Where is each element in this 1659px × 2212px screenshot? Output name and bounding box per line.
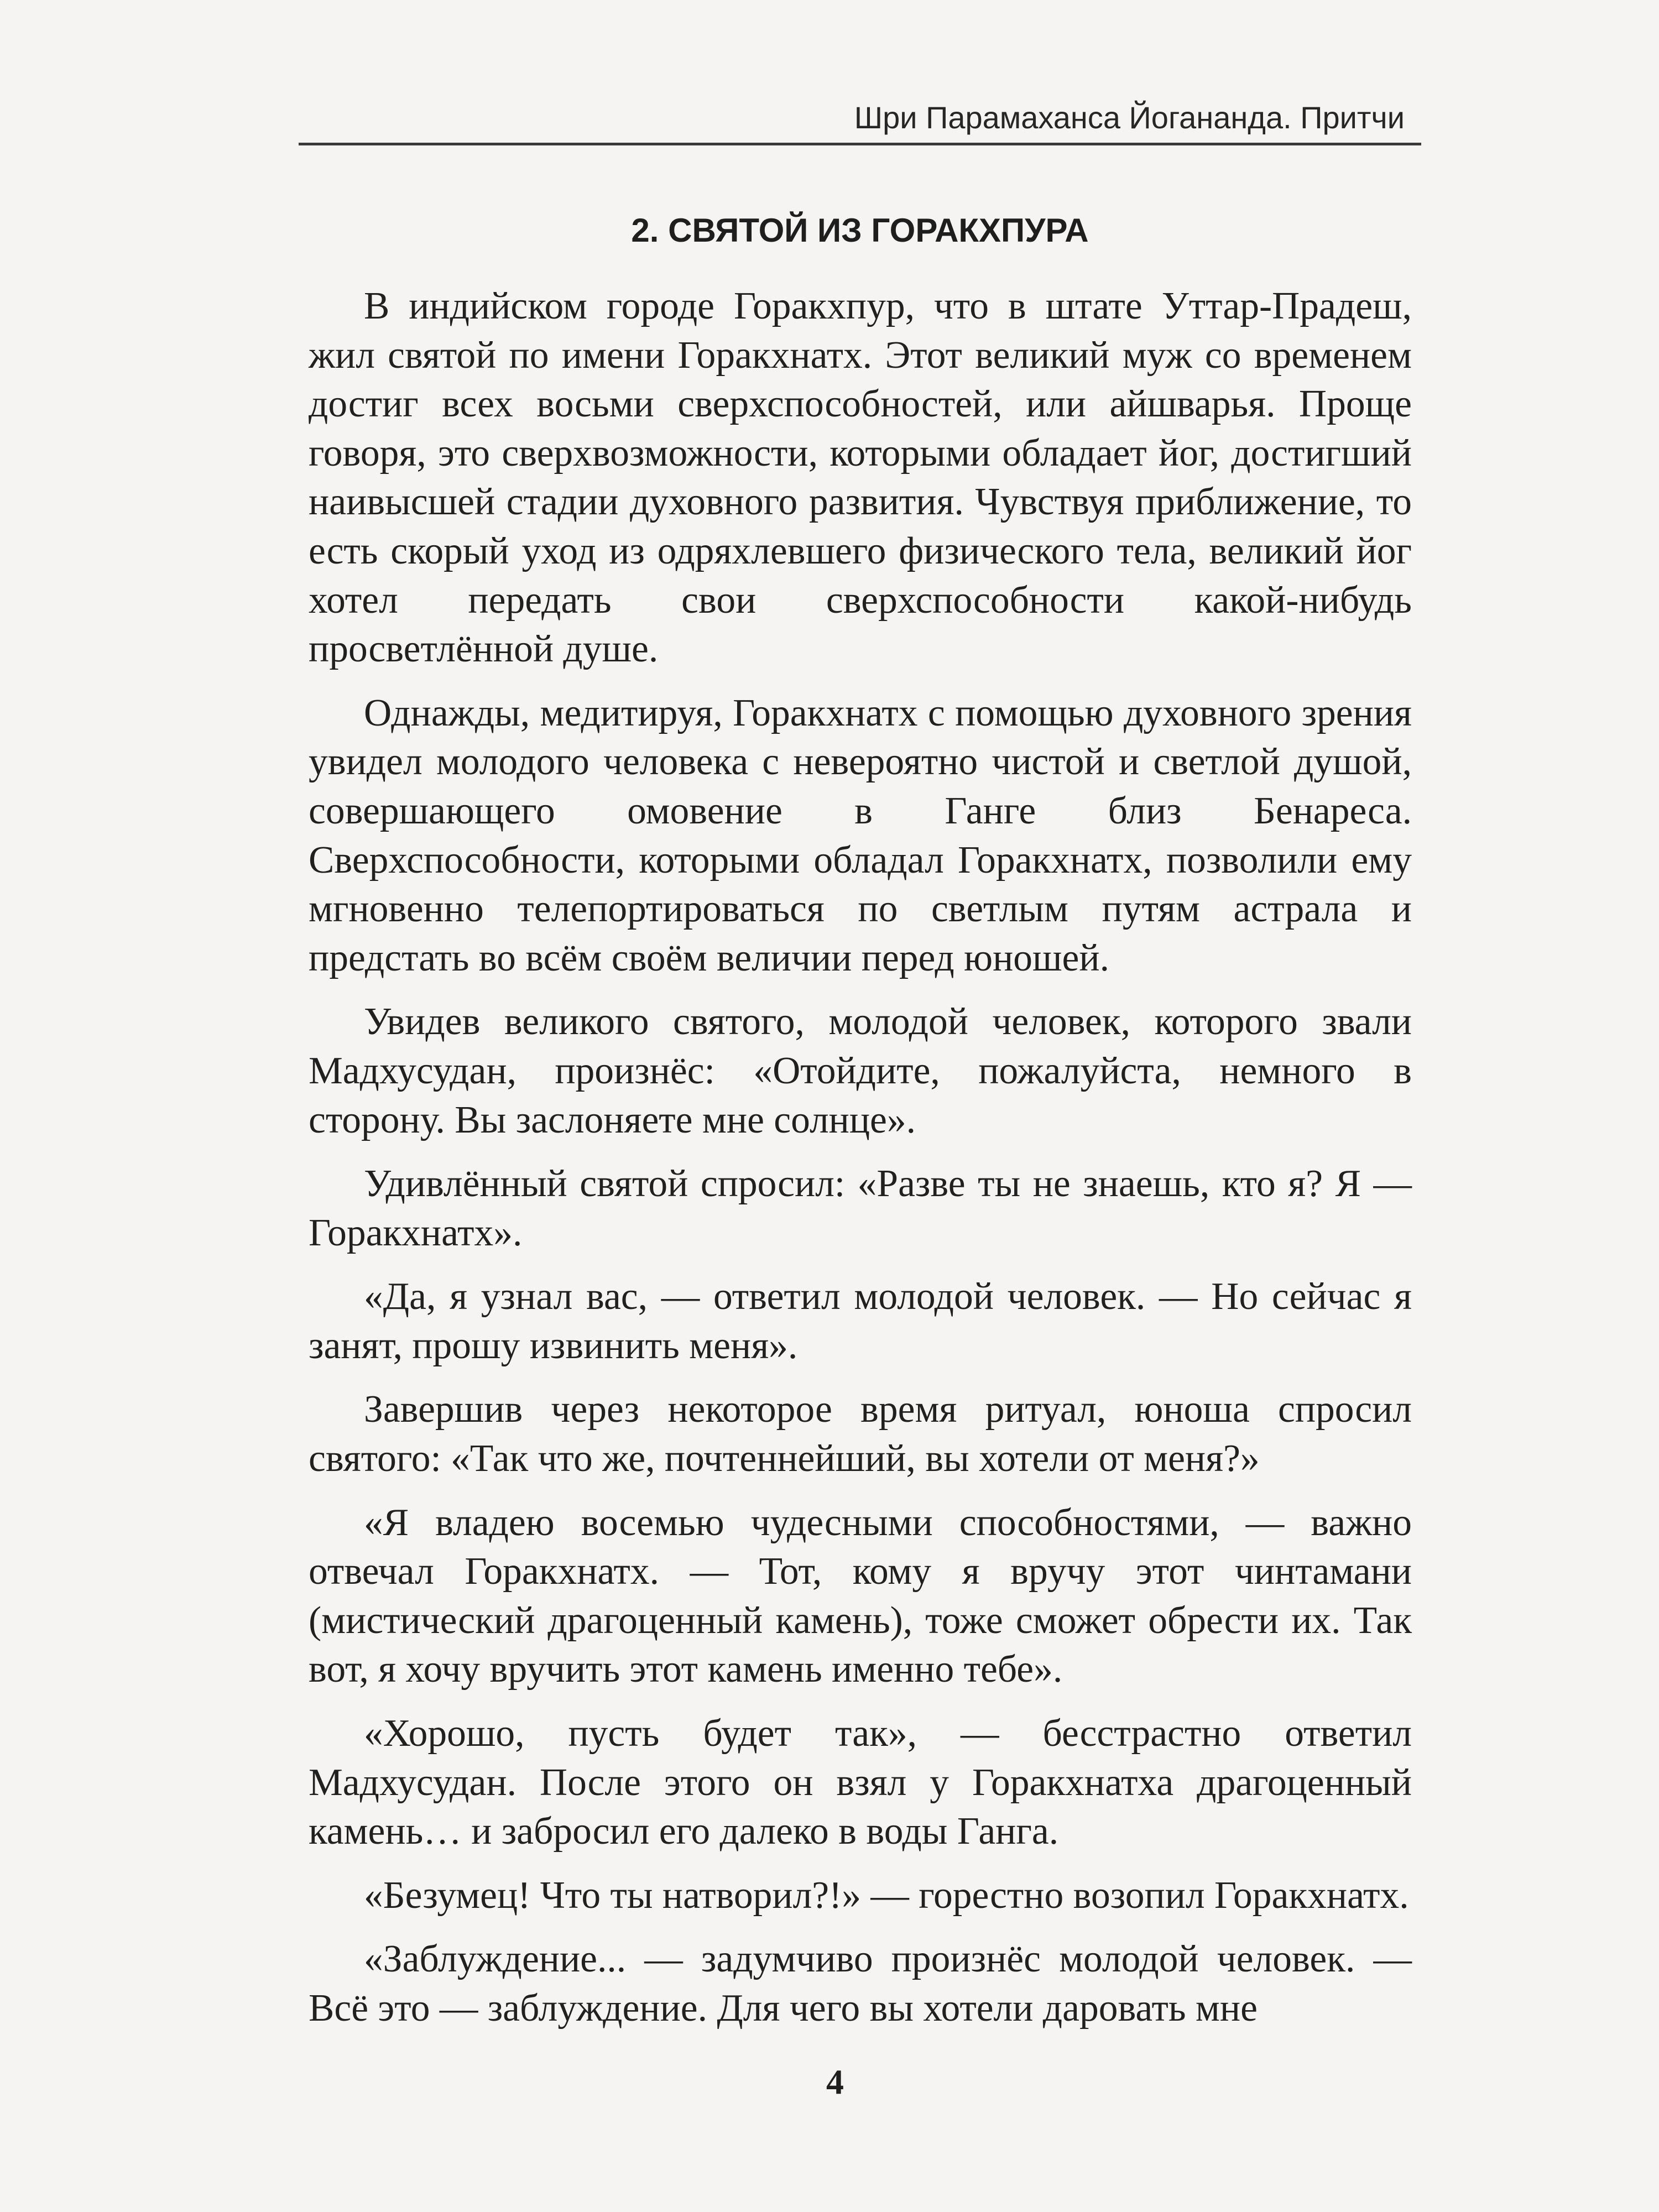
- running-header: Шри Парамаханса Йогананда. Притчи: [854, 100, 1405, 135]
- paragraph: Увидев великого святого, молодой человек, которого звали Мадхусудан, произнёс: «Отойдите, пожалуйста, немного в сторону. Вы заслоняете мне солнце».: [309, 1000, 1412, 1141]
- page-number: 4: [826, 2062, 844, 2101]
- paragraph: Удивлённый святой спросил: «Разве ты не знаешь, кто я? Я — Горакхнатх».: [309, 1162, 1412, 1254]
- paragraph: Завершив через некоторое время ритуал, юноша спросил святого: «Так что же, почтеннейший, вы хотели от меня?»: [309, 1388, 1412, 1480]
- paragraph: «Заблуждение... — задумчиво произнёс молодой человек. — Всё это — заблуждение. Для чего вы хотели даровать мне: [309, 1938, 1412, 2030]
- body-text: [309, 282, 1412, 2033]
- paragraph: «Хорошо, пусть будет так», — бесстрастно ответил Мадхусудан. После этого он взял у Горакхнатха драгоценный камень… и забросил его далеко в воды Ганга.: [309, 1712, 1412, 1853]
- chapter-title: 2. СВЯТОЙ ИЗ ГОРАКХПУРА: [631, 212, 1089, 249]
- paragraph: В индийском городе Горакхпур, что в штате Уттар-Прадеш, жил святой по имени Горакхнатх. Этот великий муж со временем достиг всех восьми сверхспособностей, или айшварья. Проще говоря, это сверхвозможности, которыми обладает йог, достигший наивысшей стадии духовного развития. Чувствуя приближение, то есть скорый уход из одряхлевшего физического тела, великий йог хотел передать свои сверхспособности какой-нибудь просветлённой душе.: [309, 285, 1412, 671]
- paragraph: «Безумец! Что ты натворил?!» — горестно возопил Горакхнатх.: [364, 1874, 1409, 1917]
- paragraph: «Я владею восемью чудесными способностями, — важно отвечал Горакхнатх. — Тот, кому я вручу этот чинтамани (мистический драгоценный камень), тоже сможет обрести их. Так вот, я хочу вручить этот камень именно тебе».: [309, 1501, 1412, 1691]
- paragraph: Однажды, медитируя, Горакхнатх с помощью духовного зрения увидел молодого человека с невероятно чистой и светлой душой, совершающего омовение в Ганге близ Бенареса. Сверхспособности, которыми обладал Горакхнатх, позволили ему мгновенно телепортироваться по светлым путям астрала и предстать во всём своём величии перед юношей.: [309, 691, 1412, 979]
- header-rule: [299, 143, 1421, 145]
- paragraph: «Да, я узнал вас, — ответил молодой человек. — Но сейчас я занят, прошу извинить меня».: [309, 1275, 1412, 1367]
